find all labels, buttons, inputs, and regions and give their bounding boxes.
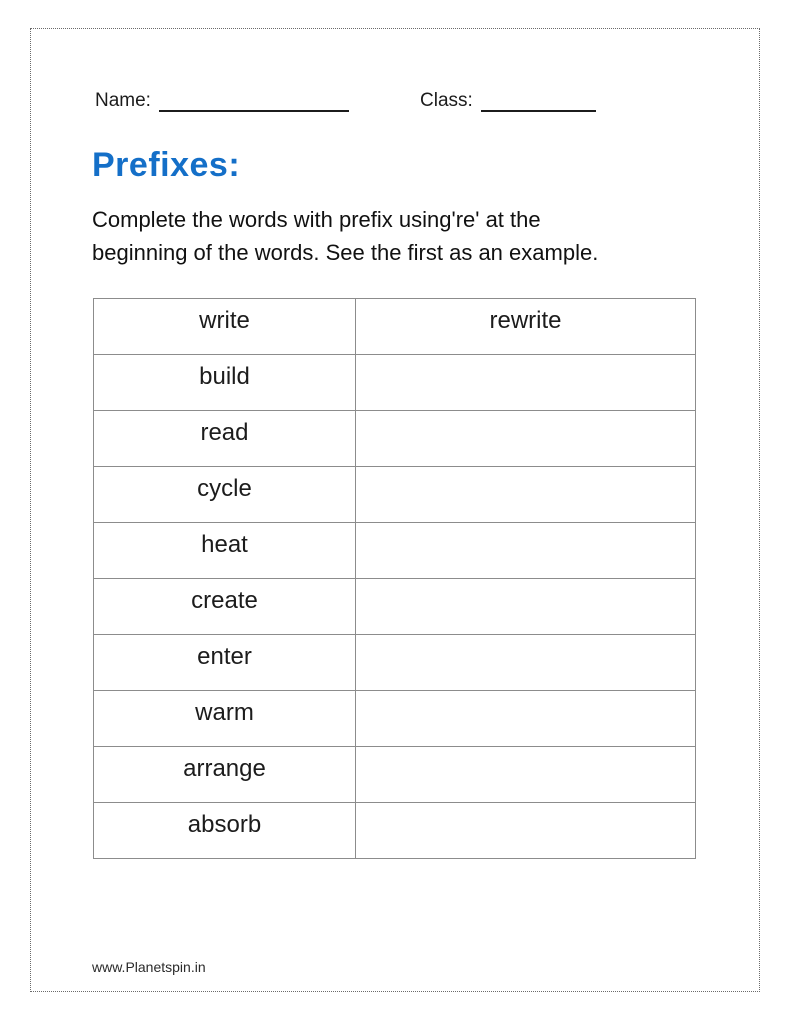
class-blank-line[interactable] bbox=[481, 88, 596, 112]
word-cell: enter bbox=[94, 635, 356, 691]
table-row bbox=[94, 747, 696, 803]
table-row bbox=[94, 355, 696, 411]
answer-cell[interactable] bbox=[356, 803, 696, 859]
word-cell: absorb bbox=[94, 803, 356, 859]
answer-cell[interactable] bbox=[356, 635, 696, 691]
worksheet-table bbox=[93, 298, 696, 859]
page-title: Prefixes: bbox=[92, 146, 241, 184]
answer-cell[interactable] bbox=[356, 355, 696, 411]
table-row bbox=[94, 579, 696, 635]
word-cell: cycle bbox=[94, 467, 356, 523]
name-blank-line[interactable] bbox=[159, 88, 349, 112]
table-row bbox=[94, 523, 696, 579]
table-row bbox=[94, 299, 696, 355]
instructions bbox=[92, 203, 598, 269]
footer-url: www.Planetspin.in bbox=[92, 959, 206, 975]
instructions-line-1: Complete the words with prefix using're' at the bbox=[92, 207, 541, 232]
table-row bbox=[94, 467, 696, 523]
header-fields bbox=[95, 88, 655, 112]
answer-cell[interactable] bbox=[356, 579, 696, 635]
name-label: Name: bbox=[95, 90, 151, 111]
word-cell: build bbox=[94, 355, 356, 411]
word-cell: read bbox=[94, 411, 356, 467]
word-cell: heat bbox=[94, 523, 356, 579]
table-row bbox=[94, 803, 696, 859]
answer-cell[interactable]: rewrite bbox=[356, 299, 696, 355]
class-field bbox=[420, 88, 596, 112]
answer-cell[interactable] bbox=[356, 747, 696, 803]
word-cell: write bbox=[94, 299, 356, 355]
answer-cell[interactable] bbox=[356, 691, 696, 747]
answer-cell[interactable] bbox=[356, 467, 696, 523]
word-cell: warm bbox=[94, 691, 356, 747]
answer-cell[interactable] bbox=[356, 411, 696, 467]
answer-cell[interactable] bbox=[356, 523, 696, 579]
name-field bbox=[95, 88, 349, 112]
class-label: Class: bbox=[420, 90, 473, 111]
table-row bbox=[94, 691, 696, 747]
table-row bbox=[94, 411, 696, 467]
instructions-line-2: beginning of the words. See the first as an example. bbox=[92, 240, 599, 265]
word-cell: arrange bbox=[94, 747, 356, 803]
word-cell: create bbox=[94, 579, 356, 635]
table-row bbox=[94, 635, 696, 691]
